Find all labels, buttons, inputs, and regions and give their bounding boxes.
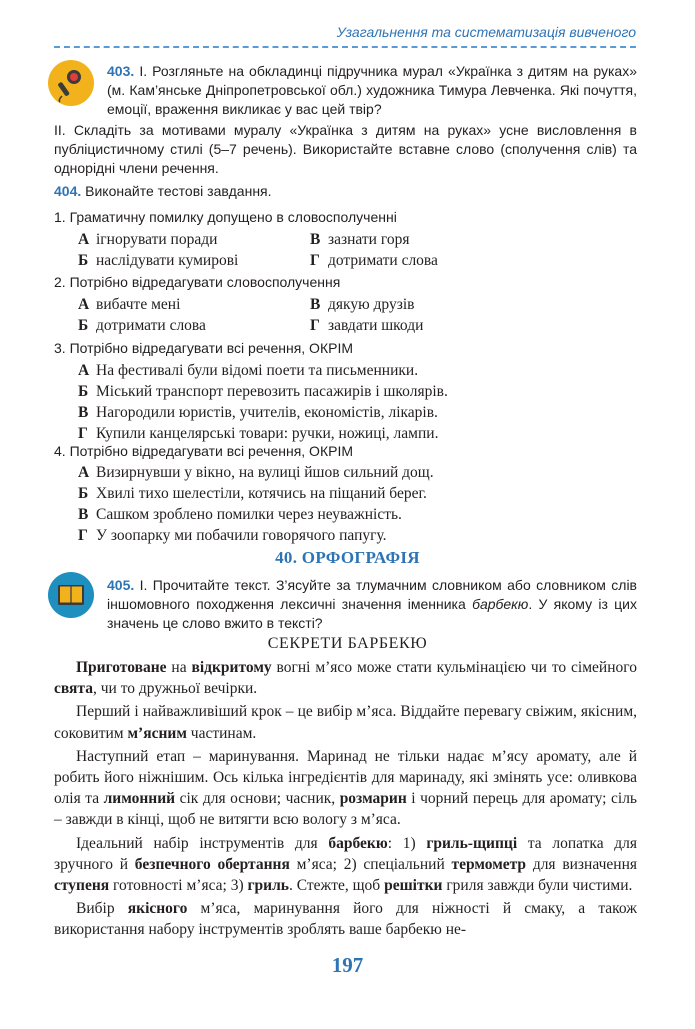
question-2: 2. Потрібно відредагувати словосполучення (54, 274, 341, 290)
option[interactable]: Г завдати шкоди (310, 317, 424, 334)
text-run: і чорний перець для аромату; сіль – завжди в кінці, щоб не витягти всю вологу з м’яса. (54, 790, 637, 829)
option[interactable]: Б наслідувати кумирові (78, 252, 239, 269)
text-title: СЕКРЕТИ БАРБЕКЮ (267, 635, 428, 652)
option[interactable]: В Сашком зроблено помилки через неуважність. (78, 506, 402, 523)
task-404 (54, 182, 637, 201)
reading-text (54, 657, 637, 943)
task-number: 404. (54, 183, 82, 199)
text-run: та лопатка для зручного й (54, 834, 638, 873)
text-run: м’яса, маринування його для ніжності й смаку, а також використання набору інструментів зроблять ваше барбекю не- (54, 900, 637, 939)
bold-word: якісного (127, 900, 188, 918)
bold-word: ступеня (54, 877, 110, 895)
answer-options-3 (78, 360, 638, 444)
text-run: сік для основи; часник, (175, 790, 340, 808)
task-italic-word: барбекю (472, 596, 529, 612)
option[interactable]: Г Купили канцелярські товари: ручки, ножиці, лампи. (78, 425, 439, 442)
bold-word: барбекю (328, 834, 388, 852)
option[interactable]: Г дотримати слова (310, 252, 438, 269)
text-run: . Стежте, щоб (288, 877, 385, 895)
option[interactable]: А На фестивалі були відомі поети та письменники. (78, 362, 419, 379)
option[interactable]: В дякую друзів (310, 296, 415, 313)
bold-word: відкритому (191, 659, 272, 676)
task-text: Виконайте тестові завдання. (85, 183, 272, 199)
text-run: , чи то дружньої вечірки. (93, 680, 258, 698)
task-text: І. Розгляньте на обкладинці підручника мурал «Українка з дитям на руках» (м. Кам’янське Дніпропетровської обл.) художника Тимура Левченка. Які почуття, емоції, враження викликає у вас цей твір? (107, 63, 638, 117)
text-run: Вибір (76, 900, 128, 918)
text-run: Перший і найважливіший крок – це вибір м’яса. Віддайте перевагу свіжим, якісним, соковитим (54, 703, 637, 742)
text-run: гриля завжди були чистими. (442, 877, 633, 895)
bold-word: термометр (451, 855, 527, 873)
task-text-end: . У якому із цих значень це слово вжито в тексті? (107, 596, 637, 631)
book-icon (48, 572, 94, 618)
bold-word: свята (54, 680, 93, 698)
bold-word: Приготоване (76, 659, 167, 676)
question-1: 1. Граматичну помилку допущено в словосполученні (54, 209, 397, 225)
text-paragraph (54, 701, 637, 743)
text-run: Ідеальний набір інструментів для (76, 834, 329, 852)
text-run: на (166, 659, 192, 676)
option[interactable]: Б Міський транспорт перевозить пасажирів і школярів. (78, 383, 448, 400)
text-paragraph (54, 657, 637, 699)
bold-word: м’ясним (127, 724, 187, 742)
bold-word: гриль-щипці (426, 834, 518, 852)
text-run: готовності м’яса; 3) (109, 877, 248, 895)
task-number: 403. (107, 63, 135, 79)
text-run: для визначення (526, 855, 638, 873)
answer-options-4 (78, 462, 638, 546)
text-run: м’яса; 2) спеціальний (289, 855, 452, 873)
option[interactable]: А Визирнувши у вікно, на вулиці йшов сильний дощ. (78, 464, 434, 481)
option[interactable]: А вибачте мені (78, 296, 181, 313)
option[interactable]: Г У зоопарку ми побачили говорячого папугу. (78, 527, 387, 544)
text-run: частинам. (186, 724, 257, 742)
section-title: 40. ОРФОГРАФІЯ (275, 548, 420, 567)
option[interactable]: А ігнорувати поради (78, 231, 218, 248)
text-paragraph (54, 898, 637, 940)
option[interactable]: Б дотримати слова (78, 317, 206, 334)
microphone-icon (48, 60, 94, 106)
bold-word: решітки (384, 877, 443, 895)
text-run: Наступний етап – маринування. Маринад не тільки надає м’ясу аромату, але й робить його ніжнішим. Ось кілька інгредієнтів для маринаду, які змінять усе: оливкова олія та (54, 747, 637, 808)
page-number: 197 (331, 953, 364, 977)
text-paragraph (54, 833, 637, 897)
task-403-part2: ІІ. Складіть за мотивами муралу «Українка з дитям на руках» усне висловлення в публіцистичному стилі (5–7 речень). Використайте вставне слово (сполучення слів) та однорідні члени речення. (54, 122, 637, 176)
task-405 (107, 576, 637, 633)
text-run: вогні м’ясо може стати кульмінацією чи то сімейного (271, 659, 637, 676)
header-divider (54, 46, 636, 48)
bold-word: лимонний (103, 790, 176, 808)
text-paragraph (54, 746, 637, 831)
task-number: 405. (107, 577, 135, 593)
task-text: І. Прочитайте текст. З’ясуйте за тлумачним словником або словником слів іншомовного походження лексичні значення іменника (107, 577, 637, 612)
bold-word: розмарин (339, 790, 407, 808)
text-run: : 1) (387, 834, 427, 852)
question-4: 4. Потрібно відредагувати всі речення, ОКРІМ (54, 443, 353, 459)
answer-options-2 (78, 294, 638, 336)
bold-word: безпечного обертання (134, 855, 290, 873)
bold-word: гриль (247, 877, 289, 895)
running-header: Узагальнення та систематизація вивченого (336, 24, 636, 40)
question-3: 3. Потрібно відредагувати всі речення, ОКРІМ (54, 340, 353, 356)
task-403 (107, 62, 637, 119)
option[interactable]: В зазнати горя (310, 231, 410, 248)
answer-options-1 (78, 229, 638, 271)
option[interactable]: Б Хвилі тихо шелестіли, котячись на піщаний берег. (78, 485, 427, 502)
option[interactable]: В Нагородили юристів, учителів, економістів, лікарів. (78, 404, 438, 421)
